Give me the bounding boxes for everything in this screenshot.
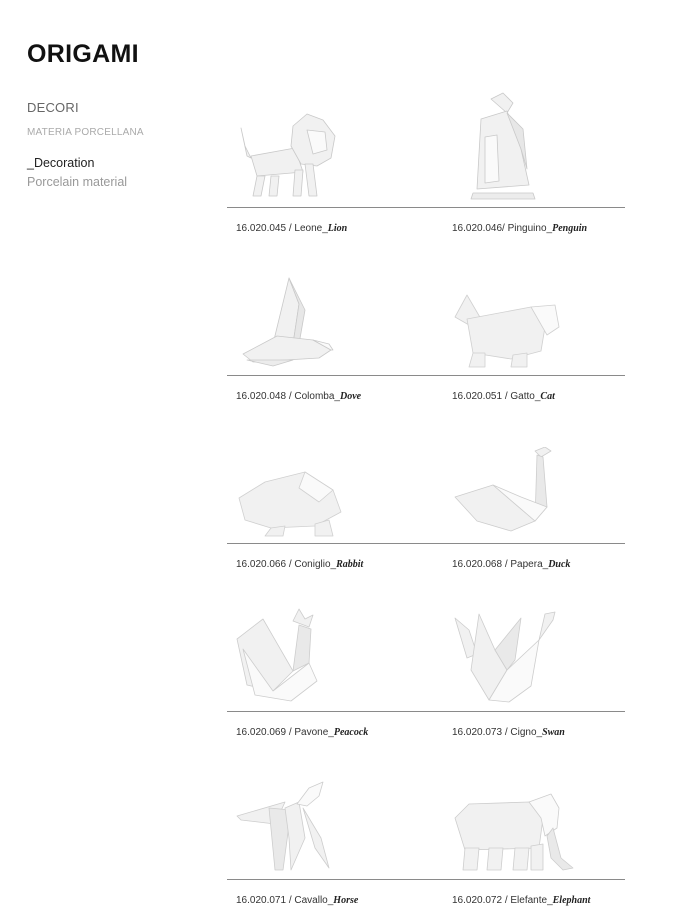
product-name: Rabbit [336, 559, 364, 570]
product-caption [452, 727, 565, 738]
product-name: Dove [339, 391, 362, 402]
category-italian: DECORI [27, 100, 79, 115]
dove-icon [233, 274, 343, 369]
horse-icon [233, 778, 343, 873]
product-code: 16.020.048 / Colomba_ [236, 391, 340, 402]
caption-row [227, 559, 625, 579]
elephant-icon [449, 788, 579, 873]
product-row [227, 747, 625, 880]
page-title: ORIGAMI [27, 40, 139, 68]
product-caption [452, 223, 587, 234]
peacock-icon [233, 605, 343, 705]
sidebar [27, 100, 207, 189]
material-italian: MATERIA PORCELLANA [27, 127, 144, 138]
caption-row [227, 391, 625, 411]
product-name: Duck [548, 559, 571, 570]
product-caption [452, 895, 590, 906]
product-name: Cat [540, 391, 555, 402]
product-row [227, 75, 625, 208]
product-caption [236, 559, 363, 570]
lion-icon [233, 106, 343, 201]
product-code: 16.020.068 / Papera_ [452, 559, 549, 570]
product-caption [452, 559, 570, 570]
duck-icon [451, 447, 561, 537]
caption-row [227, 895, 625, 915]
product-caption [236, 727, 368, 738]
product-code: 16.020.066 / Coniglio_ [236, 559, 337, 570]
penguin-icon [463, 89, 543, 201]
product-caption [452, 391, 555, 402]
product-code: 16.020.073 / Cigno_ [452, 727, 543, 738]
product-name: Penguin [552, 223, 588, 234]
product-caption [236, 223, 347, 234]
product-name: Horse [333, 895, 359, 906]
product-name: Swan [542, 727, 565, 738]
swan-icon [451, 610, 561, 705]
product-name: Peacock [333, 727, 369, 738]
product-grid [227, 75, 625, 915]
product-name: Lion [327, 223, 348, 234]
product-caption [236, 895, 358, 906]
product-name: Elephant [552, 895, 591, 906]
product-row [227, 243, 625, 376]
product-code: 16.020.071 / Cavallo_ [236, 895, 334, 906]
cat-icon [451, 289, 561, 369]
product-code: 16.020.072 / Elefante_ [452, 895, 553, 906]
rabbit-icon [235, 462, 345, 537]
product-code: 16.020.046/ Pinguino_ [452, 223, 553, 234]
product-row [227, 579, 625, 712]
product-row [227, 411, 625, 544]
product-code: 16.020.045 / Leone_ [236, 223, 328, 234]
category-english: _Decoration [27, 156, 95, 170]
product-caption [236, 391, 361, 402]
caption-row [227, 223, 625, 243]
caption-row [227, 727, 625, 747]
product-code: 16.020.051 / Gatto_ [452, 391, 541, 402]
material-english: Porcelain material [27, 175, 128, 189]
product-code: 16.020.069 / Pavone_ [236, 727, 334, 738]
